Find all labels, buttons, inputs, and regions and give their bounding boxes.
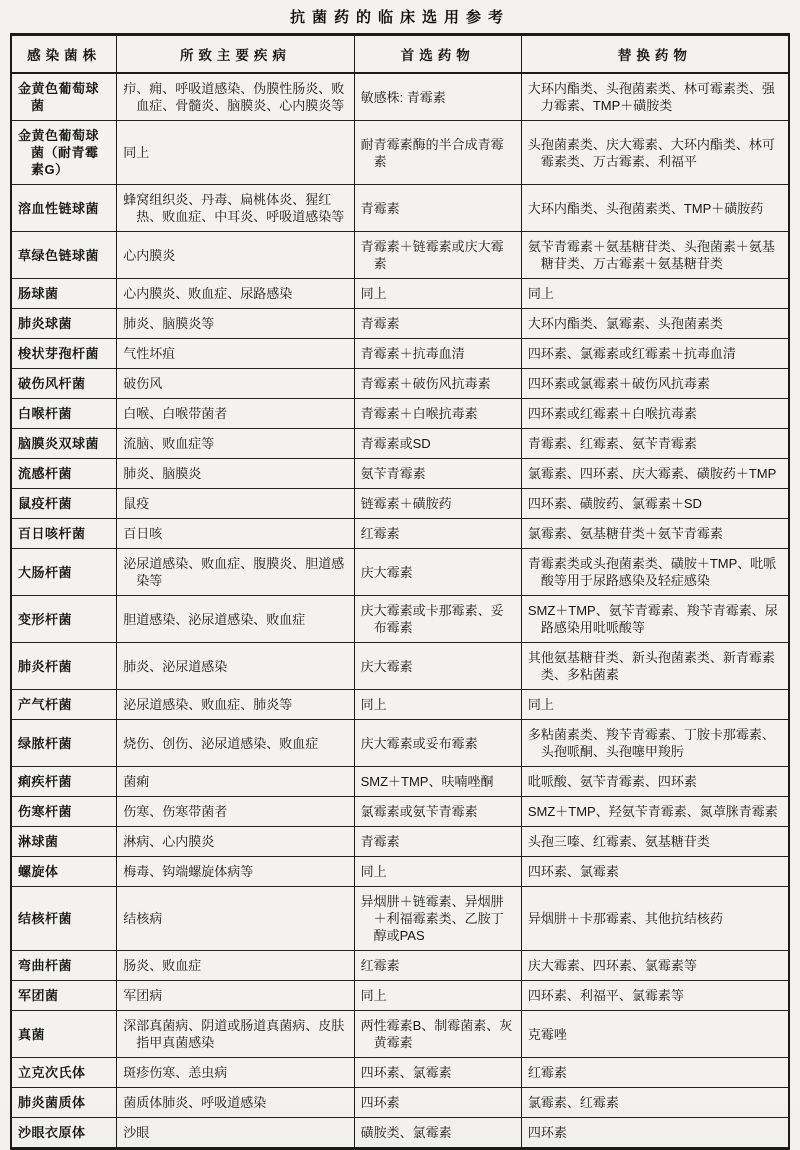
cell-strain: 产气杆菌 [11,690,117,720]
cell-strain: 变形杆菌 [11,596,117,643]
cell-alternatives: SMZ＋TMP、氨苄青霉素、羧苄青霉素、尿路感染用吡哌酸等 [521,596,789,643]
cell-first-choice: 四环素、氯霉素 [354,1058,521,1088]
table-row [11,549,789,596]
table-header [11,35,789,74]
cell-alternatives: 四环素或红霉素＋白喉抗毒素 [521,399,789,429]
cell-strain: 痢疾杆菌 [11,767,117,797]
table-row [11,1058,789,1088]
cell-diseases: 疖、痈、呼吸道感染、伪膜性肠炎、败血症、骨髓炎、脑膜炎、心内膜炎等 [117,73,354,121]
antibiotic-reference-table [10,33,790,1150]
cell-alternatives: 同上 [521,279,789,309]
cell-alternatives: 青霉素类或头孢菌素类、磺胺＋TMP、吡哌酸等用于尿路感染及轻症感染 [521,549,789,596]
cell-alternatives: 异烟肼＋卡那霉素、其他抗结核药 [521,887,789,951]
cell-alternatives: 庆大霉素、四环素、氯霉素等 [521,951,789,981]
table-row [11,643,789,690]
cell-alternatives: 多粘菌素类、羧苄青霉素、丁胺卡那霉素、头孢哌酮、头孢噻甲羧肟 [521,720,789,767]
cell-first-choice: 青霉素 [354,309,521,339]
cell-first-choice: 青霉素＋链霉素或庆大霉素 [354,232,521,279]
cell-alternatives: 四环素或氯霉素＋破伤风抗毒素 [521,369,789,399]
cell-strain: 淋球菌 [11,827,117,857]
cell-diseases: 百日咳 [117,519,354,549]
cell-first-choice: 同上 [354,279,521,309]
cell-diseases: 同上 [117,121,354,185]
cell-diseases: 泌尿道感染、败血症、腹膜炎、胆道感染等 [117,549,354,596]
table-row [11,279,789,309]
cell-strain: 螺旋体 [11,857,117,887]
table-row [11,73,789,121]
table-row [11,339,789,369]
cell-diseases: 心内膜炎 [117,232,354,279]
cell-first-choice: 同上 [354,981,521,1011]
cell-alternatives: 四环素、氯霉素 [521,857,789,887]
cell-alternatives: 红霉素 [521,1058,789,1088]
table-row [11,797,789,827]
cell-first-choice: SMZ＋TMP、呋喃唑酮 [354,767,521,797]
cell-alternatives: 大环内酯类、头孢菌素类、林可霉素类、强力霉素、TMP＋磺胺类 [521,73,789,121]
cell-alternatives: 吡哌酸、氨苄青霉素、四环素 [521,767,789,797]
cell-diseases: 军团病 [117,981,354,1011]
cell-alternatives: 四环素 [521,1118,789,1149]
cell-diseases: 烧伤、创伤、泌尿道感染、败血症 [117,720,354,767]
cell-diseases: 肺炎、泌尿道感染 [117,643,354,690]
cell-strain: 结核杆菌 [11,887,117,951]
col-header-diseases: 所致主要疾病 [117,35,354,74]
table-row [11,690,789,720]
table-row [11,1118,789,1149]
table-row [11,489,789,519]
cell-strain: 沙眼衣原体 [11,1118,117,1149]
cell-alternatives: 头孢菌素类、庆大霉素、大环内酯类、林可霉素类、万古霉素、利福平 [521,121,789,185]
table-row [11,1088,789,1118]
cell-first-choice: 链霉素＋磺胺药 [354,489,521,519]
cell-strain: 大肠杆菌 [11,549,117,596]
header-row [11,35,789,74]
cell-diseases: 气性坏疽 [117,339,354,369]
cell-first-choice: 同上 [354,690,521,720]
table-row [11,951,789,981]
cell-strain: 金黄色葡萄球菌（耐青霉素G） [11,121,117,185]
table-row [11,459,789,489]
cell-strain: 白喉杆菌 [11,399,117,429]
cell-first-choice: 青霉素 [354,185,521,232]
cell-strain: 破伤风杆菌 [11,369,117,399]
cell-diseases: 深部真菌病、阴道或肠道真菌病、皮肤指甲真菌感染 [117,1011,354,1058]
cell-first-choice: 庆大霉素 [354,643,521,690]
cell-alternatives: 氯霉素、四环素、庆大霉素、磺胺药＋TMP [521,459,789,489]
cell-strain: 绿脓杆菌 [11,720,117,767]
cell-strain: 鼠疫杆菌 [11,489,117,519]
cell-strain: 百日咳杆菌 [11,519,117,549]
cell-first-choice: 庆大霉素 [354,549,521,596]
cell-first-choice: 氨苄青霉素 [354,459,521,489]
cell-alternatives: 同上 [521,690,789,720]
cell-alternatives: SMZ＋TMP、羟氨苄青霉素、氮䓬脒青霉素 [521,797,789,827]
cell-strain: 肺炎球菌 [11,309,117,339]
cell-first-choice: 庆大霉素或妥布霉素 [354,720,521,767]
cell-strain: 肺炎菌质体 [11,1088,117,1118]
cell-alternatives: 氯霉素、红霉素 [521,1088,789,1118]
cell-strain: 真菌 [11,1011,117,1058]
cell-strain: 伤寒杆菌 [11,797,117,827]
table-row [11,185,789,232]
cell-diseases: 流脑、败血症等 [117,429,354,459]
cell-first-choice: 耐青霉素酶的半合成青霉素 [354,121,521,185]
table-row [11,720,789,767]
cell-first-choice: 磺胺类、氯霉素 [354,1118,521,1149]
cell-strain: 草绿色链球菌 [11,232,117,279]
cell-alternatives: 青霉素、红霉素、氨苄青霉素 [521,429,789,459]
cell-first-choice: 青霉素＋白喉抗毒素 [354,399,521,429]
cell-first-choice: 红霉素 [354,951,521,981]
cell-alternatives: 四环素、氯霉素或红霉素＋抗毒血清 [521,339,789,369]
cell-alternatives: 头孢三嗪、红霉素、氨基糖苷类 [521,827,789,857]
cell-diseases: 肺炎、脑膜炎 [117,459,354,489]
cell-strain: 溶血性链球菌 [11,185,117,232]
cell-diseases: 鼠疫 [117,489,354,519]
table-row [11,1011,789,1058]
col-header-strain: 感染菌株 [11,35,117,74]
cell-diseases: 沙眼 [117,1118,354,1149]
table-body [11,73,789,1149]
cell-first-choice: 敏感株: 青霉素 [354,73,521,121]
cell-strain: 军团菌 [11,981,117,1011]
table-row [11,767,789,797]
cell-alternatives: 氯霉素、氨基糖苷类＋氨苄青霉素 [521,519,789,549]
col-header-first-choice: 首选药物 [354,35,521,74]
cell-strain: 肠球菌 [11,279,117,309]
cell-first-choice: 青霉素＋抗毒血清 [354,339,521,369]
cell-strain: 流感杆菌 [11,459,117,489]
cell-first-choice: 青霉素＋破伤风抗毒素 [354,369,521,399]
table-row [11,121,789,185]
table-row [11,827,789,857]
cell-first-choice: 红霉素 [354,519,521,549]
cell-first-choice: 庆大霉素或卡那霉素、妥布霉素 [354,596,521,643]
cell-strain: 弯曲杆菌 [11,951,117,981]
cell-diseases: 胆道感染、泌尿道感染、败血症 [117,596,354,643]
table-row [11,519,789,549]
cell-alternatives: 大环内酯类、头孢菌素类、TMP＋磺胺药 [521,185,789,232]
cell-first-choice: 青霉素 [354,827,521,857]
cell-first-choice: 同上 [354,857,521,887]
cell-alternatives: 氨苄青霉素＋氨基糖苷类、头孢菌素＋氨基糖苷类、万古霉素＋氨基糖苷类 [521,232,789,279]
cell-diseases: 蜂窝组织炎、丹毒、扁桃体炎、猩红热、败血症、中耳炎、呼吸道感染等 [117,185,354,232]
cell-diseases: 菌痢 [117,767,354,797]
cell-diseases: 伤寒、伤寒带菌者 [117,797,354,827]
cell-first-choice: 青霉素或SD [354,429,521,459]
table-row [11,399,789,429]
cell-diseases: 结核病 [117,887,354,951]
table-row [11,369,789,399]
table-row [11,309,789,339]
cell-strain: 梭状芽孢杆菌 [11,339,117,369]
col-header-alternatives: 替换药物 [521,35,789,74]
cell-strain: 金黄色葡萄球菌 [18,81,100,113]
cell-diseases: 斑疹伤寒、恙虫病 [117,1058,354,1088]
cell-alternatives: 大环内酯类、氯霉素、头孢菌素类 [521,309,789,339]
table-row [11,232,789,279]
cell-diseases: 心内膜炎、败血症、尿路感染 [117,279,354,309]
cell-first-choice: 氯霉素或氨苄青霉素 [354,797,521,827]
cell-first-choice: 异烟肼＋链霉素、异烟肼＋利福霉素类、乙胺丁醇或PAS [354,887,521,951]
cell-diseases: 肠炎、败血症 [117,951,354,981]
cell-alternatives: 四环素、利福平、氯霉素等 [521,981,789,1011]
cell-alternatives: 四环素、磺胺药、氯霉素＋SD [521,489,789,519]
cell-diseases: 菌质体肺炎、呼吸道感染 [117,1088,354,1118]
cell-diseases: 淋病、心内膜炎 [117,827,354,857]
table-row [11,857,789,887]
cell-strain: 立克次氏体 [11,1058,117,1088]
page-title: 抗菌药的临床选用参考 [289,9,510,26]
cell-alternatives: 其他氨基糖苷类、新头孢菌素类、新青霉素类、多粘菌素 [521,643,789,690]
cell-diseases: 梅毒、钩端螺旋体病等 [117,857,354,887]
table-row [11,596,789,643]
cell-strain: 肺炎杆菌 [11,643,117,690]
cell-first-choice: 四环素 [354,1088,521,1118]
cell-first-choice: 两性霉素B、制霉菌素、灰黄霉素 [354,1011,521,1058]
cell-diseases: 泌尿道感染、败血症、肺炎等 [117,690,354,720]
cell-alternatives: 克霉唑 [521,1011,789,1058]
table-row [11,429,789,459]
cell-strain: 脑膜炎双球菌 [11,429,117,459]
cell-diseases: 白喉、白喉带菌者 [117,399,354,429]
cell-diseases: 破伤风 [117,369,354,399]
cell-diseases: 肺炎、脑膜炎等 [117,309,354,339]
table-row [11,981,789,1011]
table-row [11,887,789,951]
